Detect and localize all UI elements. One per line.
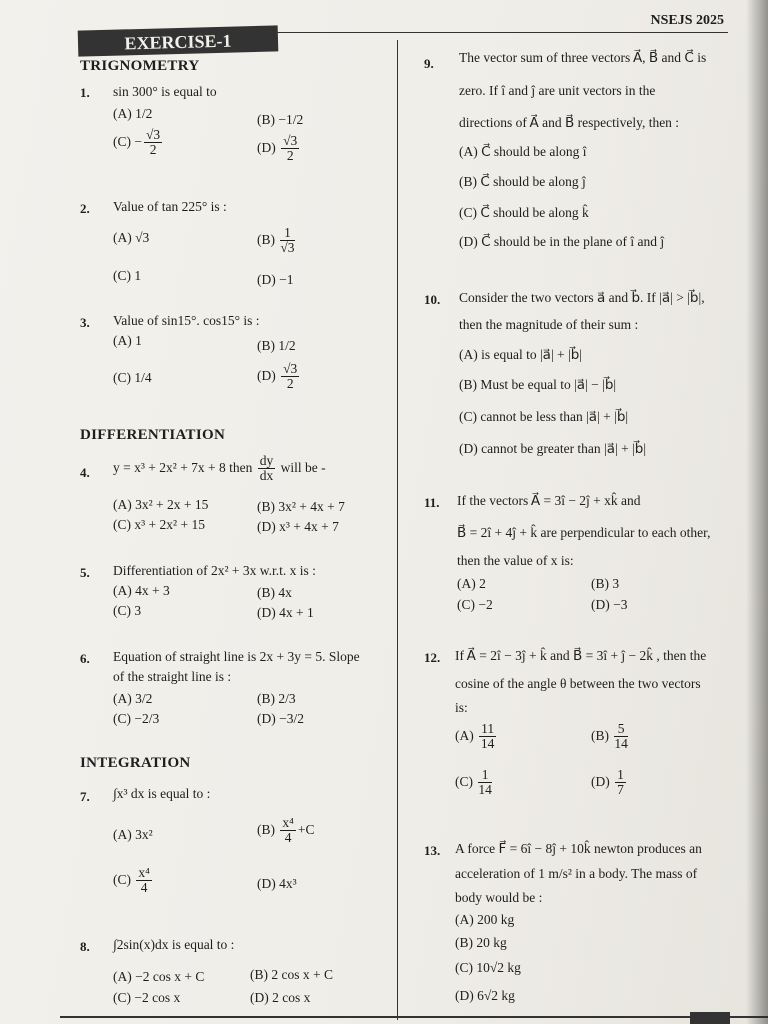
question-number: 13.: [424, 843, 441, 858]
fraction: [479, 722, 496, 751]
stem-part: y = x³ + 2x² + 7x + 8 then: [113, 459, 253, 475]
option-d: (D) −3/2: [257, 711, 304, 726]
option-d: (D) C⃗ should be in the plane of î and ĵ: [459, 234, 665, 249]
denominator: dx: [259, 468, 274, 484]
option-a: (A) 4x + 3: [113, 583, 170, 598]
numerator: dy: [259, 453, 274, 468]
option-b: (B) 2/3: [257, 691, 296, 706]
option-b: (B) Must be equal to |a⃗| − |b⃗|: [459, 377, 617, 392]
exercise-title: EXERCISE-1: [78, 25, 279, 56]
option-label: (A): [455, 727, 474, 743]
numerator: 11: [481, 721, 495, 736]
denominator: 2: [286, 148, 294, 164]
numerator: 5: [614, 722, 628, 737]
option-d: (D) x³ + 4x + 7: [257, 519, 339, 534]
option-c: (C) −2 cos x: [113, 990, 181, 1005]
question-number: 7.: [80, 789, 90, 804]
option-b: (B) C⃗ should be along ĵ: [459, 174, 586, 189]
option-b: [591, 722, 630, 751]
numerator: √3: [283, 133, 298, 148]
fraction: [281, 362, 299, 391]
fraction: [280, 816, 295, 845]
option-c: (C) 10√2 kg: [455, 960, 521, 975]
option-a: (A) 2: [457, 576, 486, 591]
denominator: 14: [614, 736, 628, 752]
question-number: 11.: [424, 495, 440, 510]
question-number: 2.: [80, 201, 90, 216]
minus-sign: −: [134, 133, 142, 149]
option-a: (A) 1: [113, 333, 142, 348]
option-d: (D) 4x³: [257, 876, 297, 891]
numerator: 1: [478, 768, 492, 783]
option-b: [257, 816, 314, 845]
option-a: (A) 200 kg: [455, 912, 515, 927]
question-stem: The vector sum of three vectors A⃗, B⃗ and C⃗ is: [459, 50, 707, 65]
section-trigonometry: TRIGNOMETRY: [80, 58, 200, 74]
page-edge-shadow: [746, 0, 768, 1024]
option-d: (D) 6√2 kg: [455, 988, 515, 1003]
option-d: (D) cannot be greater than |a⃗| + |b⃗|: [459, 441, 647, 456]
question-stem-cont: cosine of the angle θ between the two vectors: [455, 676, 701, 691]
option-a: [455, 722, 498, 751]
option-label: (B): [591, 727, 609, 743]
option-a: (A) 3x²: [113, 827, 153, 842]
option-d: (D) 4x + 1: [257, 605, 314, 620]
stem-part: will be -: [280, 459, 326, 475]
fraction: [136, 866, 151, 895]
option-a: (A) −2 cos x + C: [113, 969, 205, 984]
option-d: (D) 2 cos x: [250, 990, 311, 1005]
option-label: (C): [113, 871, 131, 887]
option-d: [257, 134, 301, 163]
denominator: 14: [480, 736, 495, 752]
question-stem: Differentiation of 2x² + 3x w.r.t. x is :: [113, 563, 316, 578]
option-b: (B) 20 kg: [455, 935, 507, 950]
question-stem: A force F⃗ = 6î − 8ĵ + 10k̂ newton produces an: [455, 841, 702, 856]
question-stem: If A⃗ = 2î − 3ĵ + k̂ and B⃗ = 3î + ĵ − 2k̂ , then the: [455, 648, 707, 663]
denominator: 7: [617, 782, 624, 798]
option-c: (C) C⃗ should be along k̂: [459, 205, 589, 220]
numerator: 1: [617, 767, 624, 782]
denominator: 4: [140, 880, 148, 896]
option-a: (A) 3x² + 2x + 15: [113, 497, 209, 512]
footer-rule: [60, 1016, 768, 1018]
fraction: [144, 128, 162, 157]
fraction: [614, 722, 628, 751]
denominator: 2: [286, 376, 294, 392]
denominator: 4: [284, 830, 292, 846]
option-a: (A) C⃗ should be along î: [459, 144, 587, 159]
denominator: 2: [149, 142, 157, 158]
option-b: (B) 2 cos x + C: [250, 967, 333, 982]
question-number: 1.: [80, 85, 90, 100]
option-label: (B): [257, 231, 275, 247]
fraction: [478, 768, 492, 797]
question-number: 12.: [424, 650, 441, 665]
numerator: x⁴: [282, 815, 294, 830]
option-label: (B): [257, 821, 275, 837]
option-d: [591, 768, 628, 797]
option-c: (C) 1: [113, 268, 142, 283]
denominator: √3: [280, 240, 295, 256]
question-stem-cont: then the magnitude of their sum :: [459, 317, 639, 332]
question-stem: Equation of straight line is 2x + 3y = 5. Slope: [113, 649, 360, 664]
numerator: √3: [283, 361, 298, 376]
section-differentiation: DIFFERENTIATION: [80, 427, 226, 443]
option-label: (C): [113, 133, 131, 149]
option-c: (C) x³ + 2x² + 15: [113, 517, 205, 532]
column-divider: [397, 40, 398, 1020]
option-b: (B) 3x² + 4x + 7: [257, 499, 345, 514]
question-stem: sin 300° is equal to: [113, 84, 217, 99]
option-c: (C) 1/4: [113, 370, 152, 385]
question-number: 3.: [80, 315, 90, 330]
question-stem-cont: acceleration of 1 m/s² in a body. The mass of: [455, 866, 698, 881]
question-number: 4.: [80, 465, 90, 480]
option-label: (D): [257, 367, 276, 383]
question-number: 6.: [80, 651, 90, 666]
option-c: [113, 128, 164, 157]
option-a: (A) is equal to |a⃗| + |b⃗|: [459, 347, 582, 362]
question-stem-cont: zero. If î and ĵ are unit vectors in the: [459, 83, 656, 98]
option-c: (C) −2/3: [113, 711, 160, 726]
question-stem: If the vectors A⃗ = 3î − 2ĵ + xk̂ and: [457, 493, 641, 508]
option-label: (C): [455, 773, 473, 789]
brand-label: NSEJS 2025: [650, 13, 724, 28]
question-stem: ∫x³ dx is equal to :: [113, 786, 211, 801]
question-stem: Value of tan 225° is :: [113, 199, 227, 214]
question-stem: Value of sin15°. cos15° is :: [113, 313, 260, 328]
question-number: 10.: [424, 292, 441, 307]
question-stem: Consider the two vectors a⃗ and b⃗. If |a⃗| > |b⃗|,: [459, 290, 705, 305]
question-stem: ∫2sin(x)dx is equal to :: [113, 937, 235, 952]
constant: +C: [297, 821, 315, 837]
numerator: x⁴: [138, 865, 150, 880]
option-b: (B) 1/2: [257, 338, 296, 353]
question-stem-cont: directions of A⃗ and B⃗ respectively, then :: [459, 115, 680, 130]
fraction: [280, 226, 294, 255]
question-stem-cont: B⃗ = 2î + 4ĵ + k̂ are perpendicular to each other,: [457, 525, 711, 540]
numerator: √3: [146, 127, 161, 142]
option-a: (A) 3/2: [113, 691, 153, 706]
option-d: [257, 362, 301, 391]
question-stem-cont: of the straight line is :: [113, 669, 232, 684]
option-label: (D): [257, 139, 276, 155]
footer-tab: [690, 1012, 730, 1024]
question-stem-cont: then the value of x is:: [457, 553, 574, 568]
question-number: 9.: [424, 56, 434, 71]
option-b: (B) 4x: [257, 585, 292, 600]
option-b: (B) −1/2: [257, 112, 304, 127]
option-a: (A) 1/2: [113, 106, 153, 121]
fraction: [281, 134, 299, 163]
question-stem-cont: is:: [455, 700, 468, 715]
option-c: [455, 768, 494, 797]
option-b: [257, 226, 297, 255]
option-c: (C) cannot be less than |a⃗| + |b⃗|: [459, 409, 629, 424]
option-c: (C) 3: [113, 603, 142, 618]
option-a: (A) √3: [113, 230, 150, 245]
option-label: (D): [591, 773, 610, 789]
option-b: (B) 3: [591, 576, 620, 591]
section-integration: INTEGRATION: [80, 755, 191, 771]
question-stem-cont: body would be :: [455, 890, 543, 905]
option-c: [113, 866, 154, 895]
option-c: (C) −2: [457, 597, 493, 612]
option-d: (D) −1: [257, 272, 294, 287]
fraction: [615, 768, 626, 797]
derivative-fraction: [258, 454, 276, 483]
question-number: 8.: [80, 939, 90, 954]
question-stem: [113, 454, 326, 483]
numerator: 1: [280, 226, 294, 241]
denominator: 14: [478, 782, 492, 798]
option-d: (D) −3: [591, 597, 628, 612]
question-number: 5.: [80, 565, 90, 580]
